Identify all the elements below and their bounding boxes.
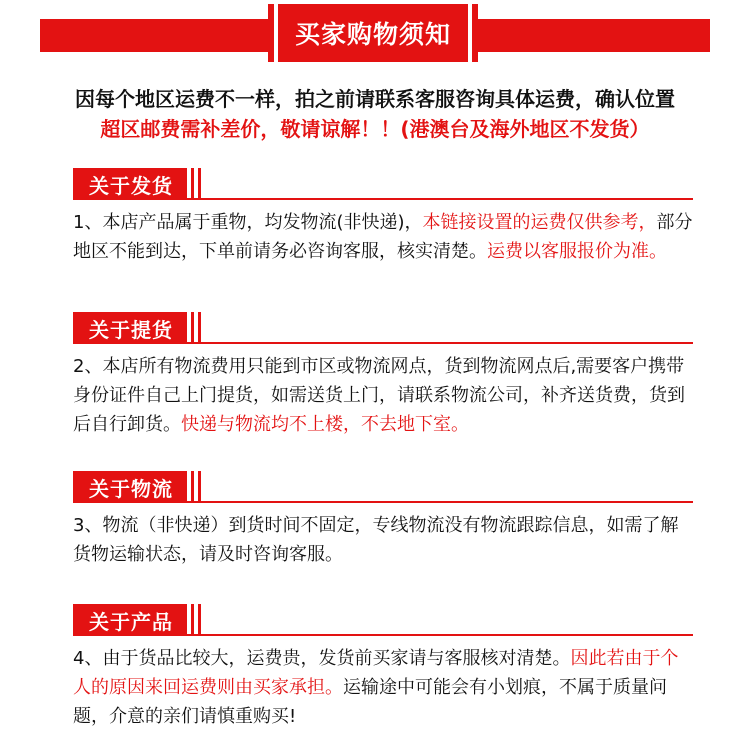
decor-stripe (198, 168, 201, 200)
section-header (73, 471, 693, 503)
decor-stripe (198, 471, 201, 503)
banner-title: 买家购物须知 (268, 4, 478, 62)
body-text-highlight: 本链接设置的运费仅供参考， (422, 212, 657, 233)
decor-stripe (191, 312, 194, 344)
section-underline (73, 342, 693, 344)
section-header (73, 168, 693, 200)
body-text-highlight: 因此若由于个人的原因来回运费则由买家承担。 (73, 648, 679, 698)
section-header (73, 604, 693, 636)
body-text: 3、物流（非快递）到货时间不固定，专线物流没有物流跟踪信息，如需了解货物运输状态，请及时咨询客服。 (73, 515, 679, 565)
body-text-highlight: 快递与物流均不上楼，不去地下室。 (181, 414, 469, 435)
intro-line-remote-area: 超区邮费需补差价，敬请谅解！！(港澳台及海外地区不发货） (100, 117, 650, 141)
section-title: 关于发货 (73, 168, 187, 200)
body-text: 部分地区不能到达，下单前请务必咨询客服，核实清楚。 (73, 212, 693, 262)
decor-stripe (191, 471, 194, 503)
section-pickup (73, 312, 693, 439)
section-body (73, 208, 693, 266)
decor-stripe (191, 168, 194, 200)
section-title: 关于提货 (73, 312, 187, 344)
section-product (73, 604, 693, 731)
section-underline (73, 634, 693, 636)
body-text: 1、本店产品属于重物，均发物流(非快递)， (73, 212, 423, 233)
decor-stripe (198, 312, 201, 344)
body-text-highlight: 运费以客服报价为准。 (487, 241, 667, 262)
section-logistics (73, 471, 693, 569)
section-underline (73, 198, 693, 200)
body-text: 4、由于货品比较大，运费贵，发货前买家请与客服核对清楚。 (73, 648, 571, 669)
section-underline (73, 501, 693, 503)
section-shipping (73, 168, 693, 266)
decor-stripe (198, 604, 201, 636)
section-title: 关于物流 (73, 471, 187, 503)
decor-stripe (191, 604, 194, 636)
section-title: 关于产品 (73, 604, 187, 636)
intro-line-shipping-cost: 因每个地区运费不一样，拍之前请联系客服咨询具体运费，确认位置 (75, 87, 675, 111)
intro-notice (0, 84, 750, 144)
body-text: 2、本店所有物流费用只能到市区或物流网点，货到物流网点后,需要客户携带身份证件自己上门提货，如需送货上门，请联系物流公司，补齐送货费，货到后自行卸货。 (73, 356, 685, 435)
section-body (73, 511, 693, 569)
section-body (73, 644, 693, 731)
section-header (73, 312, 693, 344)
section-body (73, 352, 693, 439)
header-banner (0, 0, 750, 62)
body-text: 运输途中可能会有小划痕，不属于质量问题，介意的亲们请慎重购买! (73, 677, 667, 727)
